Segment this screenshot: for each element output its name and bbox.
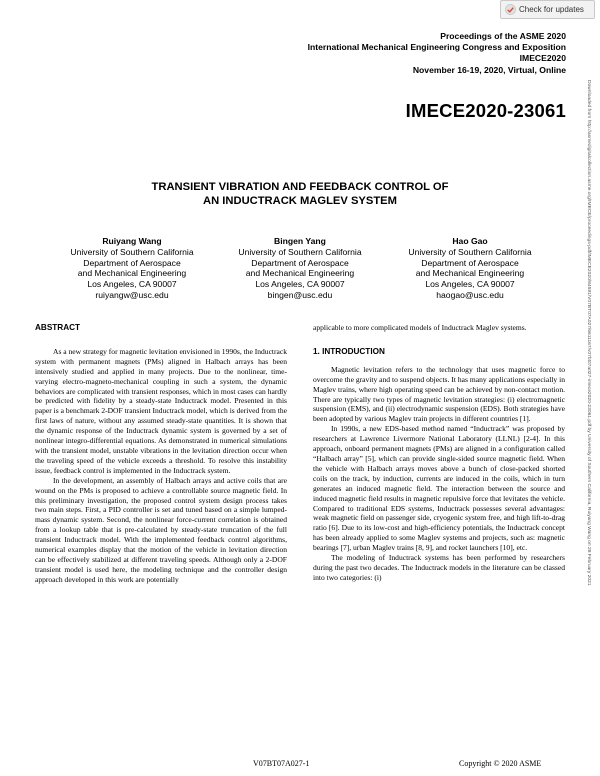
check-for-updates-button[interactable] (500, 0, 595, 19)
author-block (210, 236, 390, 301)
intro-paragraph: The modeling of Inductrack systems has been performed by researchers during the past two decades. The Inductrack models in the literature can be classed into two categories: (i) (313, 553, 565, 582)
author-city: Los Angeles, CA 90007 (87, 279, 177, 290)
download-note-text: Downloaded from http://asmedigitalcollection.asme.org/IMECE/proceedings-pdf/IMECE2020/84591/V07BT07A027/6611167/v07bt07a027-imece2020-23061.pdf by University of Southern California, Ruiyang Wang on 28 February 2021 (586, 80, 591, 586)
copyright-notice: Copyright © 2020 ASME (459, 759, 542, 768)
left-column (35, 323, 287, 585)
author-name: Hao Gao (452, 236, 488, 246)
author-email[interactable]: haogao@usc.edu (436, 289, 504, 300)
update-badge-icon (505, 4, 516, 15)
author-block (380, 236, 560, 301)
author-block (42, 236, 222, 301)
abstract-paragraph: As a new strategy for magnetic levitation envisioned in 1990s, the Inductrack system with permanent magnets (PMs) aligned in Halbach arrays has been intensively studied and applied in many projects. Due to the nonlinear, time-varying electro-magneto-mechanical coupling in such a system, the dynamic behaviors are complicated with transient responses, which in most cases can hardly be predicted with fidelity by a steady-state Inductrack model. Presented in this paper is a benchmark 2-DOF transient Inductrack model, which is derived from the first laws of nature, without any assumed steady-state quantities. It is shown that the dynamic response of the Inductrack dynamic system is governed by a set of nonlinear integro-differential equations. As demonstrated in numerical simulations with the transient model, unstable vibrations in the levitation direction occur when the traveling speed of the vehicle exceeds a threshold. To resolve this instability issue, feedback control is implemented in the Inductrack system. (35, 346, 287, 475)
introduction-heading: 1. INTRODUCTION (313, 346, 385, 356)
proceedings-line: Proceedings of the ASME 2020 (440, 31, 566, 41)
author-email[interactable]: bingen@usc.edu (267, 289, 333, 300)
proceedings-header (308, 31, 566, 76)
check-for-updates-label: Check for updates (519, 5, 584, 14)
author-department: Department of Aerospace (421, 257, 519, 268)
author-affiliation: University of Southern California (408, 246, 532, 257)
conference-line: International Mechanical Engineering Congress and Exposition (307, 42, 566, 53)
abstract-paragraph: In the development, an assembly of Halbach arrays and active coils that are wound on the PMs is proposed to achieve a controllable source magnetic field. In this preliminary investigation, the proposed control system design process takes two main steps. First, a PID controller is set and tuned based on a simple lumped-mass dynamic system. Second, the nonlinear force-current correlation is obtained from a lookup table that is pre-calculated by steady-state truncation of the full transient Inductrack model. With the implemented feedback control algorithms, numerical examples display that the motion of the vehicle in levitation direction can be effectively stabilized at different traveling speeds. Although only a 2-DOF transient model is used here, the modeling technique and the controller design approach developed in this work are potentially (35, 475, 287, 584)
abstract-continuation: applicable to more complicated models of Inductrack Maglev systems. (313, 323, 527, 332)
author-department: Department of Aerospace (251, 257, 349, 268)
paper-title (0, 180, 600, 208)
author-department: and Mechanical Engineering (77, 268, 187, 279)
author-department: Department of Aerospace (83, 257, 181, 268)
title-line: TRANSIENT VIBRATION AND FEEDBACK CONTROL OF (151, 181, 449, 193)
conference-dates: November 16-19, 2020, Virtual, Online (412, 64, 566, 75)
author-affiliation: University of Southern California (70, 246, 194, 257)
right-column (313, 323, 565, 583)
intro-paragraph: In 1990s, a new EDS-based method named “Inductrack” was proposed by researchers at Lawrence Livermore National Laboratory (LLNL) [2-4]. In this approach, onboard permanent magnets (PMs) are aligned in a configuration called “Halbach array” [5], which can provide single-sided source magnetic field. When the vehicle with Halbach arrays moves above a bunch of close-packed shorted coils on the track, by induction, currents are induced in the coils, which in turn generates an induced magnetic field. The interaction between the source and induced magnetic field results in magnetic repulsive force that levitates the vehicle. Compared to traditional EDS systems, Inductrack possesses several advantages: weak magnetic field on passenger side, cryogenic system free, and high lift-to-drag ratio [6]. Due to its low-cost and high-efficiency potentials, the Inductrack concept has been already applied to some Maglev systems and projects, such as: magnetic bearings [7], urban Maglev trains [8, 9], and rocket launchers [10], etc. (313, 424, 565, 553)
conference-code: IMECE2020 (519, 53, 566, 64)
title-line: AN INDUCTRACK MAGLEV SYSTEM (203, 195, 397, 207)
paper-id: IMECE2020-23061 (405, 100, 566, 121)
author-affiliation: University of Southern California (238, 246, 362, 257)
author-city: Los Angeles, CA 90007 (425, 279, 515, 290)
page-number: V07BT07A027-1 (253, 759, 310, 768)
author-city: Los Angeles, CA 90007 (255, 279, 345, 290)
author-department: and Mechanical Engineering (245, 268, 355, 279)
author-name: Bingen Yang (274, 236, 326, 246)
author-name: Ruiyang Wang (102, 236, 162, 246)
abstract-heading: ABSTRACT (35, 323, 81, 332)
author-department: and Mechanical Engineering (415, 268, 525, 279)
author-email[interactable]: ruiyangw@usc.edu (95, 289, 169, 300)
download-watermark (585, 80, 592, 770)
intro-paragraph: Magnetic levitation refers to the technology that uses magnetic force to overcome the gravity and to suspend objects. It has many applications especially in Maglev trains, where high operating speed can be achieved by non-contact motion. There are typically two types of magnetic levitation strategies: (i) electromagnetic suspension (EMS), and (ii) electrodynamic suspension (EDS). Both strategies have been adopted by various Maglev train projects in different countries [1]. (313, 364, 565, 424)
